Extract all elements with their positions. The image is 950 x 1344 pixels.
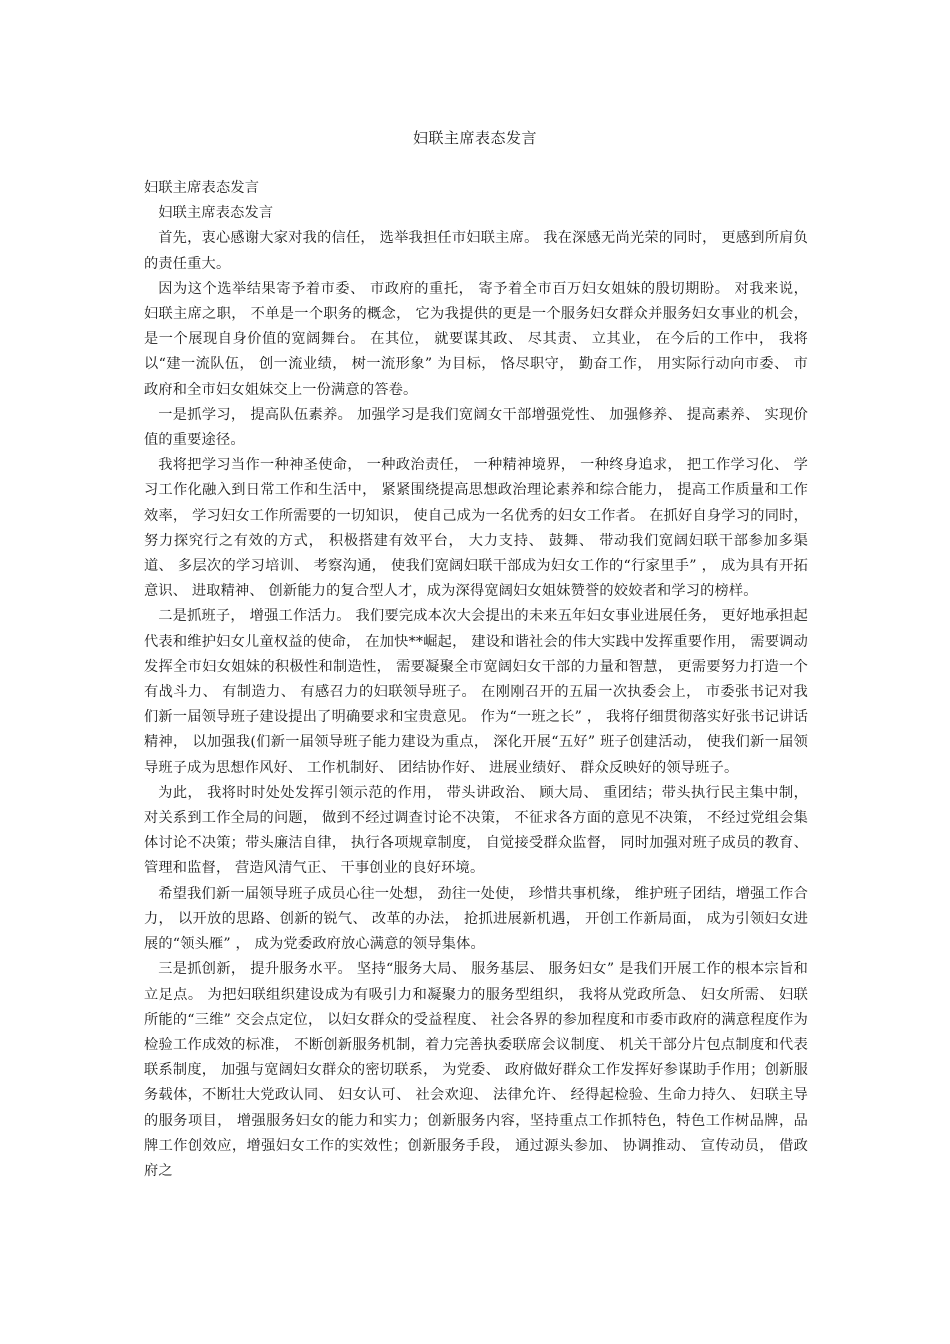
paragraph: 二是抓班子， 增强工作活力。 我们要完成本次大会提出的未来五年妇女事业进展任务， 更好地承担起代表和维护妇女儿童权益的使命， 在加快**崛起， 建设和谐社会的伟大实践中发挥重要作用， 需要调动发挥全市妇女姐妹的积极性和制造性， 需要凝聚全市宽阔妇女干部的力量和智慧， 更需要努力打造一个有战斗力、 有制造力、 有感召力的妇联领导班子。 在刚刚召开的五届一次执委会上， 市委张书记对我们新一届领导班子建设提出了明确要求和宝贵意见。 作为“一班之长” ， 我将仔细贯彻落实好张书记讲话精神， 以加强我(们新一届领导班子能力建设为重点， 深化开展“五好” 班子创建活动， 使我们新一届领导班子成为思想作风好、 工作机制好、 团结协作好、 进展业绩好、 群众反映好的领导班子。 <box>144 608 808 776</box>
heading-secondary: 妇联主席表态发言 <box>158 205 274 222</box>
paragraph: 我将把学习当作一种神圣使命， 一种政治责任， 一种精神境界， 一种终身追求， 把工作学习化、 学习工作化融入到日常工作和生活中， 紧紧围绕提高思想政治理论素养和综合能力， 提高工作质量和工作效率， 学习妇女工作所需要的一切知识， 使自己成为一名优秀的妇女工作者。 在抓好自身学习的同时， 努力探究行之有效的方式， 积极搭建有效平台， 大力支持、 鼓舞、 带动我们宽阔妇联干部参加多渠道、 多层次的学习培训、 考察沟通， 使我们宽阔妇联干部成为妇女工作的“行家里手” ， 成为具有开拓意识、 进取精神、 创新能力的复合型人才，成为深得宽阔妇女姐妹赞誉的姣姣者和学习的榜样。 <box>144 457 808 600</box>
paragraph: 首先，衷心感谢大家对我的信任， 选举我担任市妇联主席。 我在深感无尚光荣的同时， 更感到所肩负的责任重大。 <box>144 230 808 272</box>
paragraph: 因为这个选举结果寄予着市委、 市政府的重托， 寄予着全市百万妇女姐妹的殷切期盼。 对我来说， 妇联主席之职， 不单是一个职务的概念， 它为我提供的更是一个服务妇女群众并服务妇女事业的机会， 是一个展现自身价值的宽阔舞台。 在其位， 就要谋其政、 尽其责、 立其业， 在今后的工作中， 我将以“建一流队伍， 创一流业绩， 树一流形象” 为目标， 恪尽职守， 勤奋工作， 用实际行动向市委、 市政府和全市妇女姐妹交上一份满意的答卷。 <box>144 280 808 398</box>
paragraph: 为此， 我将时时处处发挥引领示范的作用， 带头讲政治、 顾大局、 重团结；带头执行民主集中制， 对关系到工作全局的问题， 做到不经过调查讨论不决策， 不征求各方面的意见不决策， 不经过党组会集体讨论不决策；带头廉洁自律， 执行各项规章制度， 自觉接受群众监督， 同时加强对班子成员的教育、 管理和监督， 营造风清气正、 干事创业的良好环境。 <box>144 784 808 877</box>
paragraph: 希望我们新一届领导班子成员心往一处想， 劲往一处使， 珍惜共事机缘， 维护班子团结，增强工作合力， 以开放的思路、创新的锐气、 改革的办法， 抢抓进展新机遇， 开创工作新局面， 成为引领妇女进展的“领头雁” ， 成为党委政府放心满意的领导集体。 <box>144 885 808 953</box>
heading-primary: 妇联主席表态发言 <box>144 180 260 196</box>
paragraph: 三是抓创新， 提升服务水平。 坚持“服务大局、 服务基层、 服务妇女” 是我们开展工作的根本宗旨和立足点。 为把妇联组织建设成为有吸引力和凝聚力的服务型组织， 我将从党政所急、 妇女所需、 妇联所能的“三维” 交会点定位， 以妇女群众的受益程度、 社会各界的参加程度和市委市政府的满意程度作为检验工作成效的标准， 不断创新服务机制，着力完善执委联席会议制度、 机关干部分片包点制度和代表联系制度， 加强与宽阔妇女群众的密切联系， 为党委、 政府做好群众工作发挥好参谋助手作用；创新服务载体，不断壮大党政认同、 妇女认可、 社会欢迎、 法律允许、 经得起检验、生命力持久、 妇联主导的服务项目， 增强服务妇女的能力和实力；创新服务内容，坚持重点工作抓特色，特色工作树品牌，品牌工作创效应，增强妇女工作的实效性；创新服务手段， 通过源头参加、 协调推动、 宣传动员， 借政府之 <box>144 961 808 1179</box>
document-title: 妇联主席表态发言 <box>412 129 537 147</box>
document-body <box>144 176 808 1184</box>
paragraph: 一是抓学习， 提高队伍素养。 加强学习是我们宽阔女干部增强党性、 加强修养、 提高素养、 实现价值的重要途径。 <box>144 406 808 449</box>
